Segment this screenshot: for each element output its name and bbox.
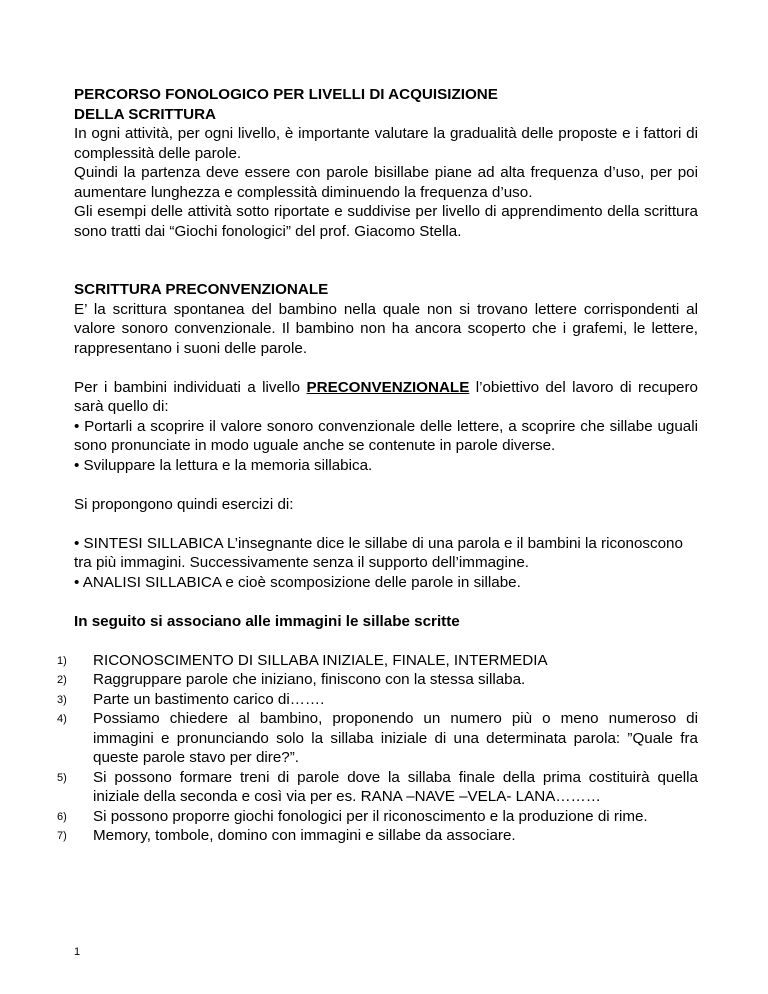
intro-paragraph-3: Gli esempi delle attività sotto riportate e suddivise per livello di apprendimento della scrittura sono tratti dai “Giochi fonologici” del prof. Giacomo Stella.	[74, 203, 698, 240]
list-item	[57, 651, 698, 671]
objective-keyword: PRECONVENZIONALE	[306, 378, 470, 396]
exercises-intro: Si propongono quindi esercizi di:	[74, 495, 294, 513]
objective-text-before: Per i bambini individuati a livello	[74, 378, 307, 396]
list-text: Parte un bastimento carico di…….	[93, 690, 325, 708]
objective-bullet-1: • Portarli a scoprire il valore sonoro convenzionale delle lettere, a scoprire che sillabe uguali sono pronunciate in modo uguale anche se contenute in parole diverse.	[74, 417, 698, 454]
list-text: RICONOSCIMENTO DI SILLABA INIZIALE, FINALE, INTERMEDIA	[93, 651, 548, 669]
objective-text-after: l’obiettivo del lavoro di recupero sarà quello di:	[74, 378, 698, 415]
list-number: 2)	[57, 674, 67, 686]
objective-bullet-2: • Sviluppare la lettura e la memoria sillabica.	[74, 456, 373, 474]
exercise-analisi: • ANALISI SILLABICA e cioè scomposizione delle parole in sillabe.	[74, 573, 521, 591]
list-number: 1)	[57, 654, 67, 667]
list-item	[57, 807, 698, 827]
exercise-sintesi: • SINTESI SILLABICA L’insegnante dice le sillabe di una parola e il bambini la riconoscono tra più immagini. Successivamente senza il supporto dell’immagine.	[74, 534, 683, 571]
list-text: Si possono proporre giochi fonologici per il riconoscimento e la produzione di rime.	[93, 807, 648, 825]
list-item	[57, 826, 698, 846]
title-line-2: DELLA SCRITTURA	[74, 105, 217, 123]
list-item	[57, 768, 698, 807]
intro-paragraph-1: In ogni attività, per ogni livello, è importante valutare la gradualità delle proposte e i fattori di complessità delle parole.	[74, 125, 698, 162]
title-line-1: PERCORSO FONOLOGICO PER LIVELLI DI ACQUISIZIONE	[74, 86, 498, 103]
list-number: 3)	[57, 693, 67, 706]
section-title-preconvenzionale: SCRITTURA PRECONVENZIONALE	[74, 281, 329, 298]
list-number: 7)	[57, 830, 67, 842]
subheading: In seguito si associano alle immagini le sillabe scritte	[74, 612, 460, 630]
definition-paragraph: E’ la scrittura spontanea del bambino nella quale non si trovano lettere corrispondenti al valore sonoro convenzionale. Il bambino non ha ancora scoperto che i grafemi, le lettere, rappresentano i suoni delle parole.	[74, 300, 698, 357]
list-item	[57, 670, 698, 690]
list-number: 6)	[57, 810, 67, 823]
intro-paragraph-2: Quindi la partenza deve essere con parole bisillabe piane ad alta frequenza d’uso, per poi aumentare lunghezza e complessità diminuendo la frequenza d’uso.	[74, 164, 698, 201]
list-text: Raggruppare parole che iniziano, finiscono con la stessa sillaba.	[93, 671, 526, 688]
list-text: Memory, tombole, domino con immagini e sillabe da associare.	[93, 827, 516, 844]
list-item	[57, 709, 698, 768]
objective-paragraph	[74, 378, 698, 417]
activity-list	[57, 651, 698, 846]
list-item	[57, 690, 698, 710]
document-page	[57, 85, 698, 846]
page-number: 1	[74, 946, 81, 958]
list-number: 4)	[57, 713, 67, 725]
list-text: Si possono formare treni di parole dove la sillaba finale della prima costituirà quella iniziale della seconda e così via per es. RANA –NAVE –VELA- LANA………	[93, 768, 698, 805]
list-number: 5)	[57, 771, 67, 784]
list-text: Possiamo chiedere al bambino, proponendo un numero più o meno numeroso di immagini e pronunciando solo la sillaba iniziale di una determinata parola: ”Quale fra queste parole stavo per dire?”.	[93, 710, 698, 766]
